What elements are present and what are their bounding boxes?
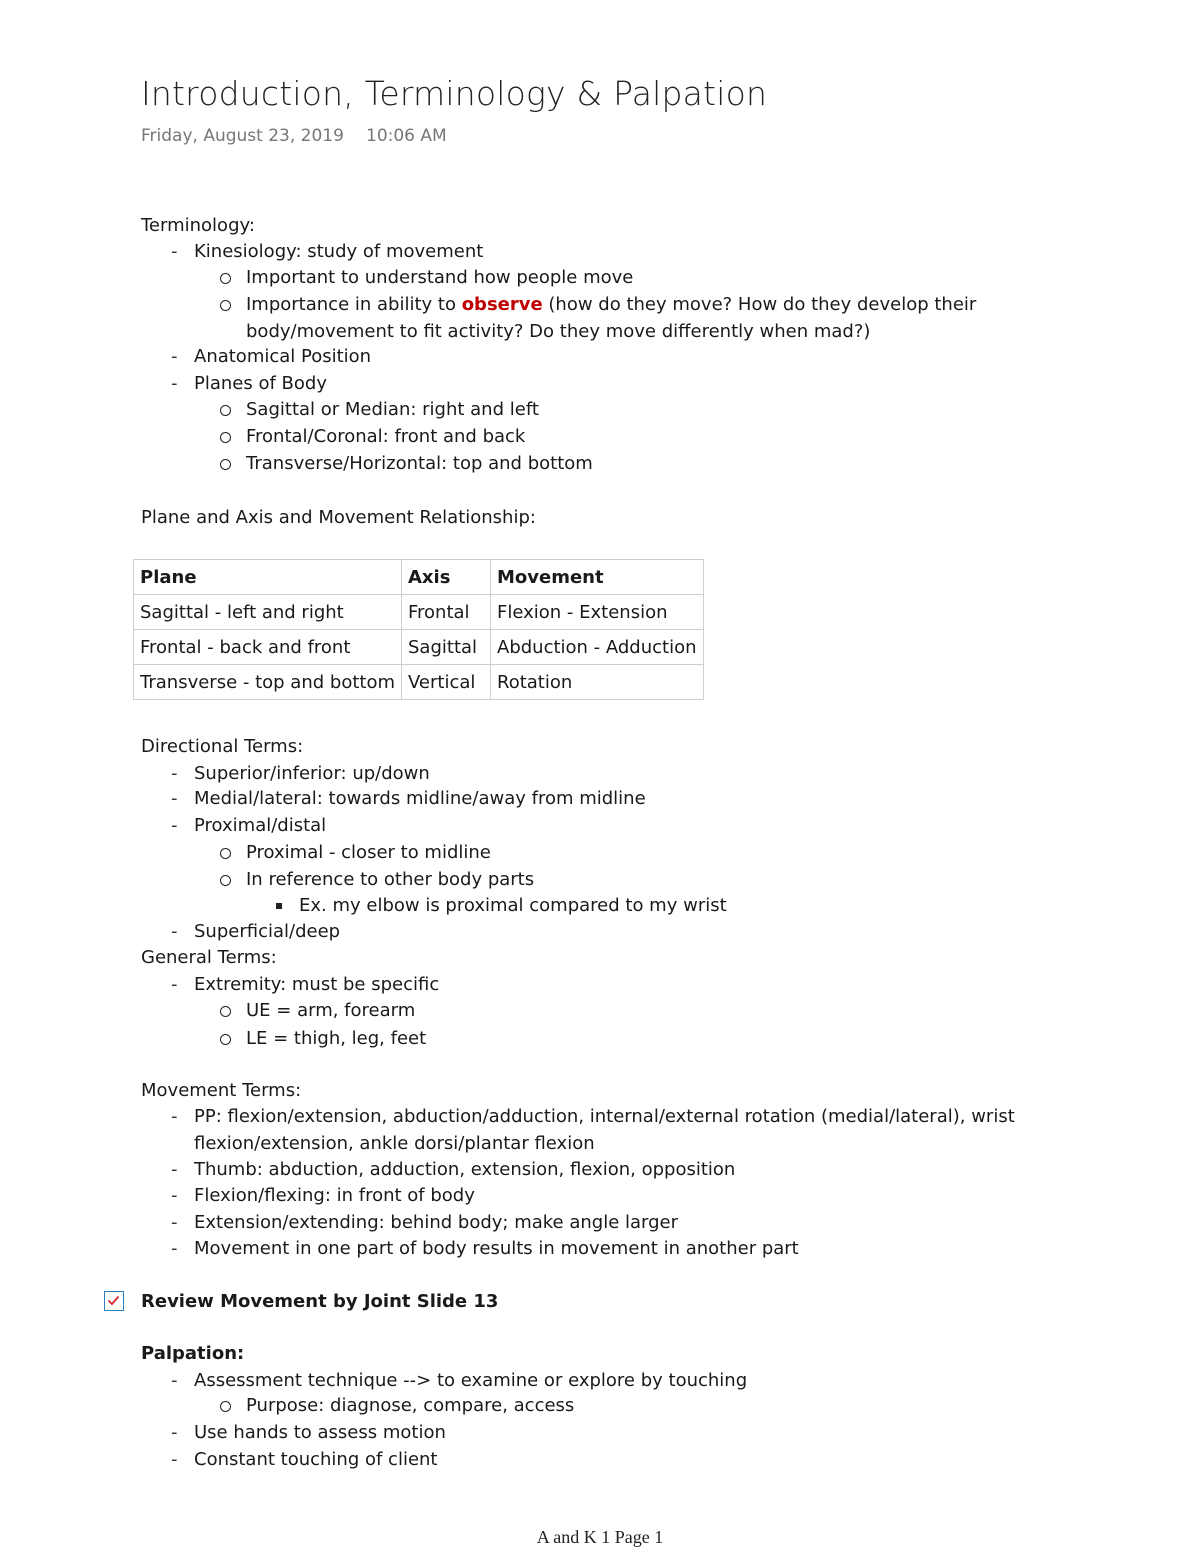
list-item: Frontal/Coronal: front and back (246, 426, 526, 447)
dash-bullet: - (171, 788, 178, 809)
dash-bullet: - (171, 241, 178, 262)
observe-highlight: observe (461, 294, 543, 315)
table-row (134, 630, 704, 665)
palpation-heading: Palpation: (141, 1343, 245, 1364)
dash-bullet: - (171, 815, 178, 836)
page-time: 10:06 AM (366, 126, 447, 146)
list-item: Transverse/Horizontal: top and bottom (246, 453, 593, 474)
page-footer: A and K 1 Page 1 (536, 1527, 664, 1547)
dash-bullet: - (171, 1159, 178, 1180)
table-header-row (134, 560, 704, 595)
dash-bullet: - (171, 1185, 178, 1206)
dash-bullet: - (171, 373, 178, 394)
list-item: Proximal - closer to midline (246, 842, 491, 863)
page-date: Friday, August 23, 2019 (141, 126, 344, 146)
column-header: Axis (402, 560, 491, 595)
list-item: In reference to other body parts (246, 869, 535, 890)
column-header: Movement (491, 560, 704, 595)
table-cell: Frontal - back and front (134, 630, 402, 665)
dash-bullet: - (171, 921, 178, 942)
dash-bullet: - (171, 763, 178, 784)
list-item: Superior/inferior: up/down (194, 763, 430, 784)
table-cell: Flexion - Extension (491, 595, 704, 630)
table-cell: Sagittal - left and right (134, 595, 402, 630)
list-item: Constant touching of client (194, 1449, 438, 1470)
list-item: Planes of Body (194, 373, 327, 394)
circle-bullet-icon (220, 300, 231, 311)
list-item: Thumb: abduction, adduction, extension, flexion, opposition (194, 1159, 736, 1180)
list-item-continuation: body/movement to fit activity? Do they move differently when mad?) (246, 321, 871, 342)
list-item: Important to understand how people move (246, 267, 634, 288)
dash-bullet: - (171, 1449, 178, 1470)
circle-bullet-icon (220, 1034, 231, 1045)
list-item: Proximal/distal (194, 815, 327, 836)
circle-bullet-icon (220, 1006, 231, 1017)
list-item: Anatomical Position (194, 346, 372, 367)
circle-bullet-icon (220, 273, 231, 284)
table-cell: Abduction - Adduction (491, 630, 704, 665)
table-cell: Frontal (402, 595, 491, 630)
terminology-heading: Terminology: (141, 215, 255, 236)
list-item: Assessment technique --> to examine or explore by touching (194, 1370, 748, 1391)
list-item: Movement in one part of body results in movement in another part (194, 1238, 799, 1259)
dash-bullet: - (171, 1422, 178, 1443)
general-heading: General Terms: (141, 947, 277, 968)
movement-heading: Movement Terms: (141, 1080, 302, 1101)
todo-label: Review Movement by Joint Slide 13 (141, 1291, 499, 1312)
list-item: Use hands to assess motion (194, 1422, 446, 1443)
todo-checkbox[interactable] (104, 1291, 124, 1311)
square-bullet-icon (276, 903, 282, 909)
list-item: LE = thigh, leg, feet (246, 1028, 427, 1049)
dash-bullet: - (171, 1106, 178, 1127)
list-item: Kinesiology: study of movement (194, 241, 484, 262)
circle-bullet-icon (220, 432, 231, 443)
list-item: UE = arm, forearm (246, 1000, 416, 1021)
importance-prefix: Importance in ability to (246, 294, 462, 315)
dash-bullet: - (171, 346, 178, 367)
list-item: Flexion/flexing: in front of body (194, 1185, 475, 1206)
checkmark-icon (107, 1294, 120, 1307)
table-row (134, 595, 704, 630)
list-item: Sagittal or Median: right and left (246, 399, 539, 420)
page-title: Introduction, Terminology & Palpation (141, 74, 768, 113)
circle-bullet-icon (220, 459, 231, 470)
importance-suffix: (how do they move? How do they develop their (542, 294, 977, 315)
list-item: Ex. my elbow is proximal compared to my wrist (299, 895, 727, 916)
circle-bullet-icon (220, 1401, 231, 1412)
list-item: Medial/lateral: towards midline/away from midline (194, 788, 646, 809)
circle-bullet-icon (220, 848, 231, 859)
column-header: Plane (134, 560, 402, 595)
table-row (134, 665, 704, 700)
list-item: PP: flexion/extension, abduction/adduction, internal/external rotation (medial/lateral), wrist (194, 1106, 1015, 1127)
dash-bullet: - (171, 1370, 178, 1391)
list-item-continuation: flexion/extension, ankle dorsi/plantar flexion (194, 1133, 595, 1154)
directional-heading: Directional Terms: (141, 736, 304, 757)
dash-bullet: - (171, 974, 178, 995)
relationship-table (133, 559, 704, 700)
list-item: Purpose: diagnose, compare, access (246, 1395, 575, 1416)
table-cell: Vertical (402, 665, 491, 700)
relationship-heading: Plane and Axis and Movement Relationship: (141, 507, 536, 528)
table-cell: Sagittal (402, 630, 491, 665)
table-cell: Rotation (491, 665, 704, 700)
dash-bullet: - (171, 1238, 178, 1259)
list-item: Extension/extending: behind body; make angle larger (194, 1212, 679, 1233)
list-item: Superficial/deep (194, 921, 341, 942)
circle-bullet-icon (220, 875, 231, 886)
table-cell: Transverse - top and bottom (134, 665, 402, 700)
circle-bullet-icon (220, 405, 231, 416)
dash-bullet: - (171, 1212, 178, 1233)
list-item (246, 293, 976, 317)
list-item: Extremity: must be specific (194, 974, 440, 995)
